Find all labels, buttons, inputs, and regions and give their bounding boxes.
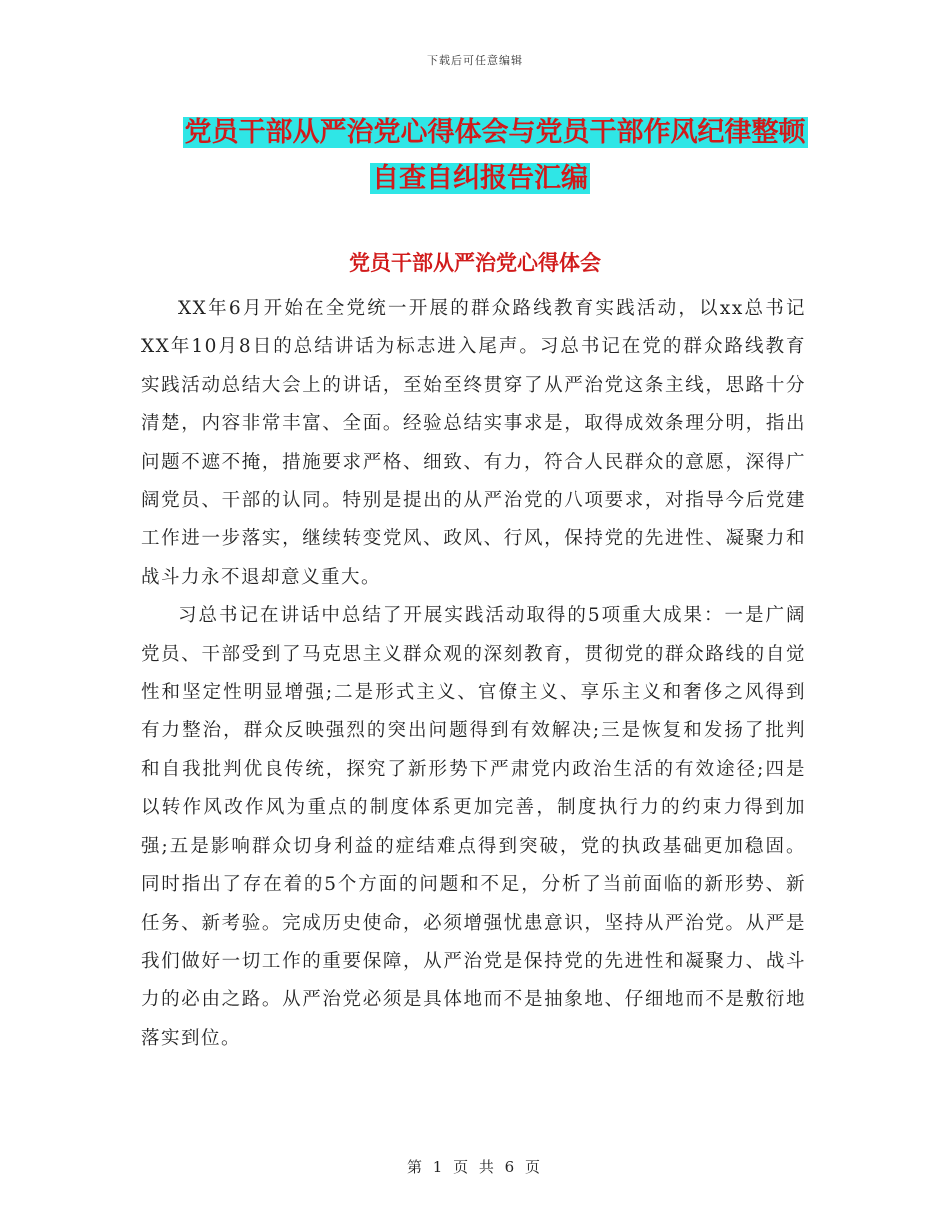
paragraph-2: 习总书记在讲话中总结了开展实践活动取得的5项重大成果：一是广阔党员、干部受到了马克思主义群众观的深刻教育，贯彻党的群众路线的自觉性和坚定性明显增强;二是形式主义、官僚主义、享乐主义和奢侈之风得到有力整治，群众反映强烈的突出问题得到有效解决;三是恢复和发扬了批判和自我批判优良传统，探究了新形势下严肃党内政治生活的有效途径;四是以转作风改作风为重点的制度体系更加完善，制度执行力的约束力得到加强;五是影响群众切身利益的症结难点得到突破，党的执政基础更加稳固。同时指出了存在着的5个方面的问题和不足，分析了当前面临的新形势、新任务、新考验。完成历史使命，必须增强忧患意识，坚持从严治党。从严是我们做好一切工作的重要保障，从严治党是保持党的先进性和凝聚力、战斗力的必由之路。从严治党必须是具体地而不是抽象地、仔细地而不是敷衍地落实到位。 <box>141 605 806 1049</box>
document-title-line2: 自查自纠报告汇编 <box>372 163 588 194</box>
page-header-note: 下载后可任意编辑 <box>427 54 523 67</box>
body-text <box>141 290 806 1058</box>
document-title <box>0 110 950 202</box>
paragraph-1: XX年6月开始在全党统一开展的群众路线教育实践活动，以xx总书记XX年10月8日的总结讲话为标志进入尾声。习总书记在党的群众路线教育实践活动总结大会上的讲话，至始至终贯穿了从严治党这条主线，思路十分清楚，内容非常丰富、全面。经验总结实事求是，取得成效条理分明，指出问题不遮不掩，措施要求严格、细致、有力，符合人民群众的意愿，深得广阔党员、干部的认同。特别是提出的从严治党的八项要求，对指导今后党建工作进一步落实，继续转变党风、政风、行风，保持党的先进性、凝聚力和战斗力永不退却意义重大。 <box>141 298 806 588</box>
page-footer: 第 1 页 共 6 页 <box>407 1158 543 1176</box>
document-title-line1: 党员干部从严治党心得体会与党员干部作风纪律整顿 <box>184 117 806 148</box>
section-heading: 党员干部从严治党心得体会 <box>349 251 601 275</box>
